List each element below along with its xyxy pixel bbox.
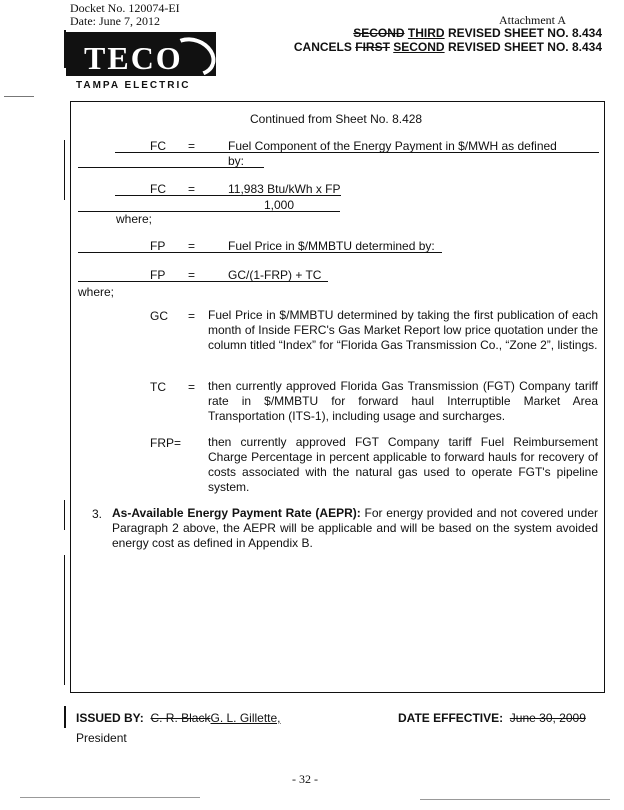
cancels-new-ordinal: SECOND: [393, 40, 445, 54]
docket-block: [70, 2, 180, 28]
revision-bar-footer: [64, 706, 66, 728]
page-number: - 32 -: [292, 772, 318, 786]
item3-paragraph: [112, 506, 598, 551]
sheet-cancels-line: [294, 40, 602, 54]
item3-title: As-Available Energy Payment Rate (AEPR):: [112, 506, 361, 520]
date-effective: [398, 711, 586, 725]
bottom-rule-left: [20, 797, 200, 798]
eq4-var: FP: [150, 268, 166, 282]
frp-var: FRP=: [150, 436, 182, 450]
sheet-new-ordinal: THIRD: [407, 26, 445, 40]
frp-definition: then currently approved FGT Company tariff Fuel Reimbursement Charge Percentage in percent applicable to forward hauls for recovery of costs associated with the natural gas used to operate FGT's pipeline system.: [208, 435, 598, 494]
tc-var: TC: [150, 380, 166, 394]
eq1-text-cont: by:: [228, 154, 245, 168]
eq3-op: =: [188, 239, 196, 253]
sheet-revision-line: [353, 26, 602, 40]
revision-bar-left-2: [64, 500, 65, 530]
margin-mark: [4, 96, 34, 97]
issued-by: [76, 711, 281, 725]
sheet-rest: REVISED SHEET NO. 8.434: [447, 26, 602, 40]
item3-number: 3.: [92, 507, 103, 521]
gc-op: =: [188, 309, 196, 323]
cancels-struck-ordinal: FIRST: [355, 40, 390, 54]
revision-bar-left-3: [64, 555, 65, 685]
issued-label: ISSUED BY:: [76, 711, 144, 725]
eq1-var: FC: [150, 139, 166, 153]
eq1-text: Fuel Component of the Energy Payment in $/MWH as defined: [228, 139, 557, 153]
eq1-op: =: [188, 139, 196, 153]
gc-var: GC: [150, 309, 168, 323]
where-label-1: where;: [116, 212, 153, 226]
docket-date: Date: June 7, 2012: [70, 14, 160, 28]
docket-number: Docket No. 120074-EI: [70, 1, 180, 15]
eq4-op: =: [188, 268, 196, 282]
cancels-rest: REVISED SHEET NO. 8.434: [447, 40, 602, 54]
issuer-title: President: [76, 731, 127, 745]
eq4-text: GC/(1-FRP) + TC: [228, 268, 322, 282]
attachment-label: Attachment A: [499, 13, 566, 27]
teco-logo: [66, 32, 216, 76]
issued-new-name: G. L. Gillette,: [210, 711, 281, 725]
logo-subtitle: TAMPA ELECTRIC: [76, 80, 191, 91]
continued-note: Continued from Sheet No. 8.428: [250, 112, 423, 126]
date-effective-struck: June 30, 2009: [509, 711, 586, 725]
eq3-var: FP: [150, 239, 166, 253]
tc-op: =: [188, 380, 196, 394]
gc-definition: Fuel Price in $/MMBTU determined by taking the first publication of each month of Inside FERC's Gas Market Report low price quotation under the column titled “Index” for “Florida Gas Transmission Co., “Zone 2”, listings.: [208, 308, 598, 352]
cancels-label: CANCELS: [293, 40, 352, 54]
tc-definition: then currently approved Florida Gas Transmission (FGT) Company tariff rate in $/MMBTU for forward haul Interruptible Market Area Transportation (ITS-1), including usage and surcharges.: [208, 379, 598, 423]
sheet-struck-ordinal: SECOND: [353, 26, 405, 40]
eq2-op: =: [188, 182, 196, 196]
eq3-text: Fuel Price in $/MMBTU determined by:: [228, 239, 435, 253]
issued-struck-name: C. R. Black: [150, 711, 211, 725]
date-effective-label: DATE EFFECTIVE:: [398, 711, 504, 725]
eq2-numerator: 11,983 Btu/kWh x FP: [228, 182, 341, 196]
eq2-denominator: 1,000: [264, 198, 295, 212]
logo-wordmark: TECO: [84, 40, 183, 76]
revision-bar-left-1: [64, 140, 65, 200]
where-label-2: where;: [78, 285, 115, 299]
bottom-rule-right: [420, 799, 610, 800]
item3-text: For energy provided and not covered under Paragraph 2 above, the AEPR will be applicable and will be based on the system avoided energy cost as defined in Appendix B.: [112, 506, 598, 550]
eq2-var: FC: [150, 182, 166, 196]
